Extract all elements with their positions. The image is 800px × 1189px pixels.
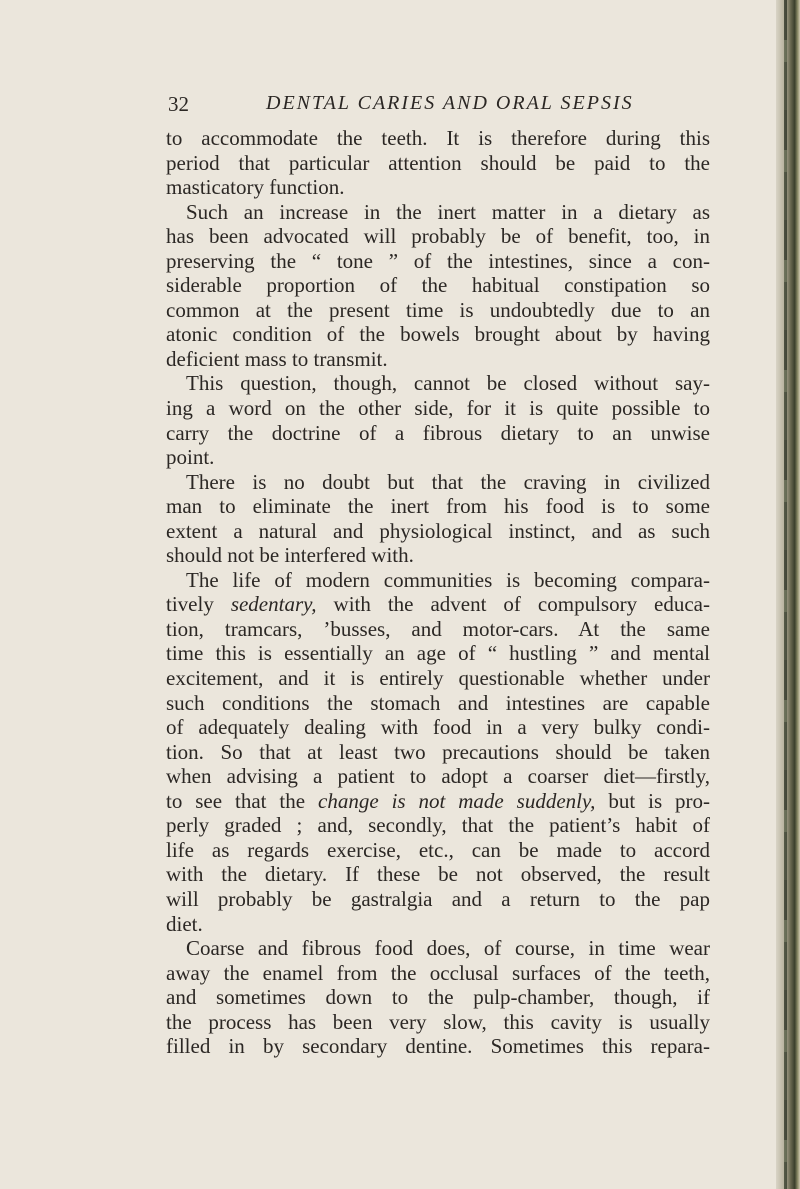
text-line: diet.: [166, 911, 203, 936]
text-line: [166, 789, 710, 814]
text-line: masticatory function.: [166, 175, 345, 200]
text-line: atonic condition of the bowels brought about by having: [166, 322, 710, 347]
text-line: siderable proportion of the habitual constipation so: [166, 273, 710, 298]
text-line: deficient mass to transmit.: [166, 346, 388, 371]
text-fragment: tively: [166, 592, 214, 617]
text-line: time this is essentially an age of “ hustling ” and mental: [166, 641, 710, 666]
text-line: tion, tramcars, ’busses, and motor-cars. At the same: [166, 616, 710, 641]
text-line: with the dietary. If these be not observed, the result: [166, 862, 710, 887]
text-line: to accommodate the teeth. It is therefore during this: [166, 126, 710, 150]
emphasis-change-not-sudden: change is not made suddenly,: [318, 788, 596, 813]
emphasis-sedentary: sedentary,: [230, 592, 317, 617]
text-line: perly graded ; and, secondly, that the patient’s habit of: [166, 813, 710, 838]
running-head: [168, 92, 728, 122]
text-line: [166, 592, 710, 617]
text-line: away the enamel from the occlusal surfaces of the teeth,: [166, 960, 710, 985]
text-line: The life of modern communities is becoming compara-: [186, 567, 710, 592]
text-line: preserving the “ tone ” of the intestines, since a con-: [166, 248, 710, 273]
page-binding-edge: [776, 0, 800, 1189]
text-line: the process has been very slow, this cavity is usually: [166, 1009, 710, 1034]
text-line: and sometimes down to the pulp-chamber, though, if: [166, 985, 710, 1010]
text-line: ing a word on the other side, for it is quite possible to: [166, 396, 710, 421]
text-line: Such an increase in the inert matter in a dietary as: [186, 199, 710, 224]
text-line: This question, though, cannot be closed without say-: [186, 371, 710, 396]
text-line: extent a natural and physiological instinct, and as such: [166, 518, 710, 543]
text-line: life as regards exercise, etc., can be made to accord: [166, 837, 710, 862]
text-line: carry the doctrine of a fibrous dietary to an unwise: [166, 420, 710, 445]
text-fragment: but is pro-: [608, 788, 711, 813]
text-line: common at the present time is undoubtedly due to an: [166, 297, 710, 322]
running-head-title: DENTAL CARIES AND ORAL SEPSIS: [266, 92, 634, 114]
text-fragment: with the advent of compulsory educa-: [333, 592, 711, 617]
text-line: such conditions the stomach and intestines are capable: [166, 690, 710, 715]
text-line: There is no doubt but that the craving in civilized: [186, 469, 710, 494]
text-line: excitement, and it is entirely questionable whether under: [166, 666, 710, 691]
text-line: has been advocated will probably be of benefit, too, in: [166, 224, 710, 249]
text-line: will probably be gastralgia and a return to the pap: [166, 886, 710, 911]
body-text: [166, 126, 710, 1059]
text-fragment: to see that the: [166, 788, 306, 813]
text-line: of adequately dealing with food in a very bulky condi-: [166, 715, 710, 740]
text-line: point.: [166, 445, 215, 470]
text-line: Coarse and fibrous food does, of course, in time wear: [186, 936, 710, 961]
text-line: man to eliminate the inert from his food is to some: [166, 494, 710, 519]
page-number: 32: [168, 92, 189, 116]
text-line: filled in by secondary dentine. Sometimes this repara-: [166, 1034, 710, 1059]
text-line: tion. So that at least two precautions should be taken: [166, 739, 710, 764]
text-line: period that particular attention should be paid to the: [166, 150, 710, 175]
text-line: when advising a patient to adopt a coarser diet—firstly,: [166, 764, 710, 789]
text-line: should not be interfered with.: [166, 543, 414, 568]
